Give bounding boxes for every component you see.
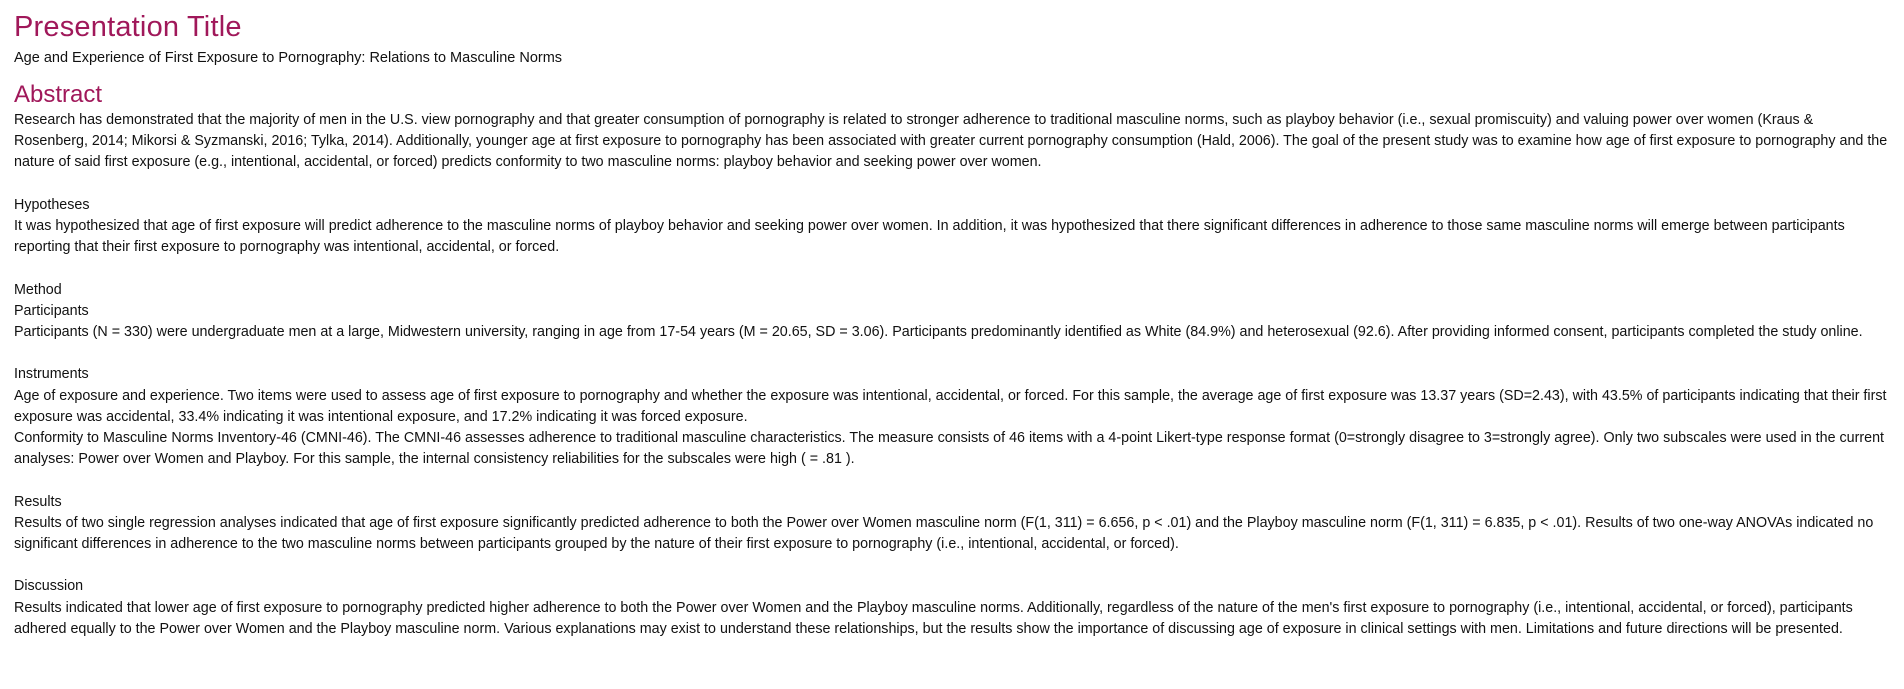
discussion-text: Results indicated that lower age of first exposure to pornography predicted higher adherence to both the Power over Women and the Playboy masculine norms. Additionally, regardless of the nature of the men's first exposure to pornography (i.e., intentional, accidental, or forced), participants adhered equally to the Power over Women and the Playboy masculine norm. Various explanations may exist to understand these relationships, but the results show the importance of discussing age of exposure in clinical settings with men. Limitations and future directions will be presented. [14,599,1853,637]
spacer [14,555,1890,576]
spacer [14,470,1890,491]
presentation-subtitle: Age and Experience of First Exposure to Pornography: Relations to Masculine Norms [14,50,563,66]
discussion-heading: Discussion [14,578,84,595]
abstract-heading: Abstract [14,81,103,108]
participants-heading: Participants [14,302,89,319]
instruments-cmni-text: Conformity to Masculine Norms Inventory-46 (CMNI-46). The CMNI-46 assesses adherence to traditional masculine characteristics. The measure consists of 46 items with a 4-point Likert-type response format (0=strongly disagree to 3=strongly agree). Only two subscales were used in the current analyses: Power over Women and Playboy. For this sample, the internal consistency reliabilities for the subscales were high ( = .81 ). [14,430,1885,468]
results-heading: Results [14,493,62,510]
instruments-age-text: Age of exposure and experience. Two items were used to assess age of first exposure to pornography and whether the exposure was intentional, accidental, or forced. For this sample, the average age of first exposure was 13.37 years (SD=2.43), with 43.5% of participants indicating that their first exposure was accidental, 33.4% indicating it was intentional exposure, and 17.2% indicating it was forced exposure. [14,387,1887,425]
spacer [14,174,1890,195]
abstract-intro: Research has demonstrated that the majority of men in the U.S. view pornography and that greater consumption of pornography is related to stronger adherence to traditional masculine norms, such as playboy behavior (i.e., sexual promiscuity) and valuing power over women (Kraus & Rosenberg, 2014; Mikorsi & Syzmanski, 2016; Tylka, 2014). Additionally, younger age at first exposure to pornography has been associated with greater current pornography consumption (Hald, 2006). The goal of the present study was to examine how age of first exposure to pornography and the nature of said first exposure (e.g., intentional, accidental, or forced) predicts conformity to two masculine norms: playboy behavior and seeking power over women. [14,112,1888,171]
results-text: Results of two single regression analyses indicated that age of first exposure significantly predicted adherence to both the Power over Women masculine norm (F(1, 311) = 6.656, p < .01) and the Playboy masculine norm (F(1, 311) = 6.835, p < .01). Results of two one-way ANOVAs indicated no significant differences in adherence to the two masculine norms between participants grouped by the nature of their first exposure to pornography (i.e., intentional, accidental, or forced). [14,514,1874,552]
participants-text: Participants (N = 330) were undergraduate men at a large, Midwestern university, ranging in age from 17-54 years (M = 20.65, SD = 3.06). Participants predominantly identified as White (84.9%) and heterosexual (92.6). After providing informed consent, participants completed the study online. [14,324,1863,340]
method-heading: Method [14,281,62,298]
spacer [14,343,1890,364]
presentation-title: Presentation Title [14,11,242,43]
instruments-heading: Instruments [14,366,89,383]
hypotheses-heading: Hypotheses [14,196,90,213]
spacer [14,258,1890,279]
hypotheses-text: It was hypothesized that age of first exposure will predict adherence to the masculine norms of playboy behavior and seeking power over women. In addition, it was hypothesized that there significant differences in adherence to those same masculine norms will emerge between participants reporting that their first exposure to pornography was intentional, accidental, or forced. [14,218,1845,256]
